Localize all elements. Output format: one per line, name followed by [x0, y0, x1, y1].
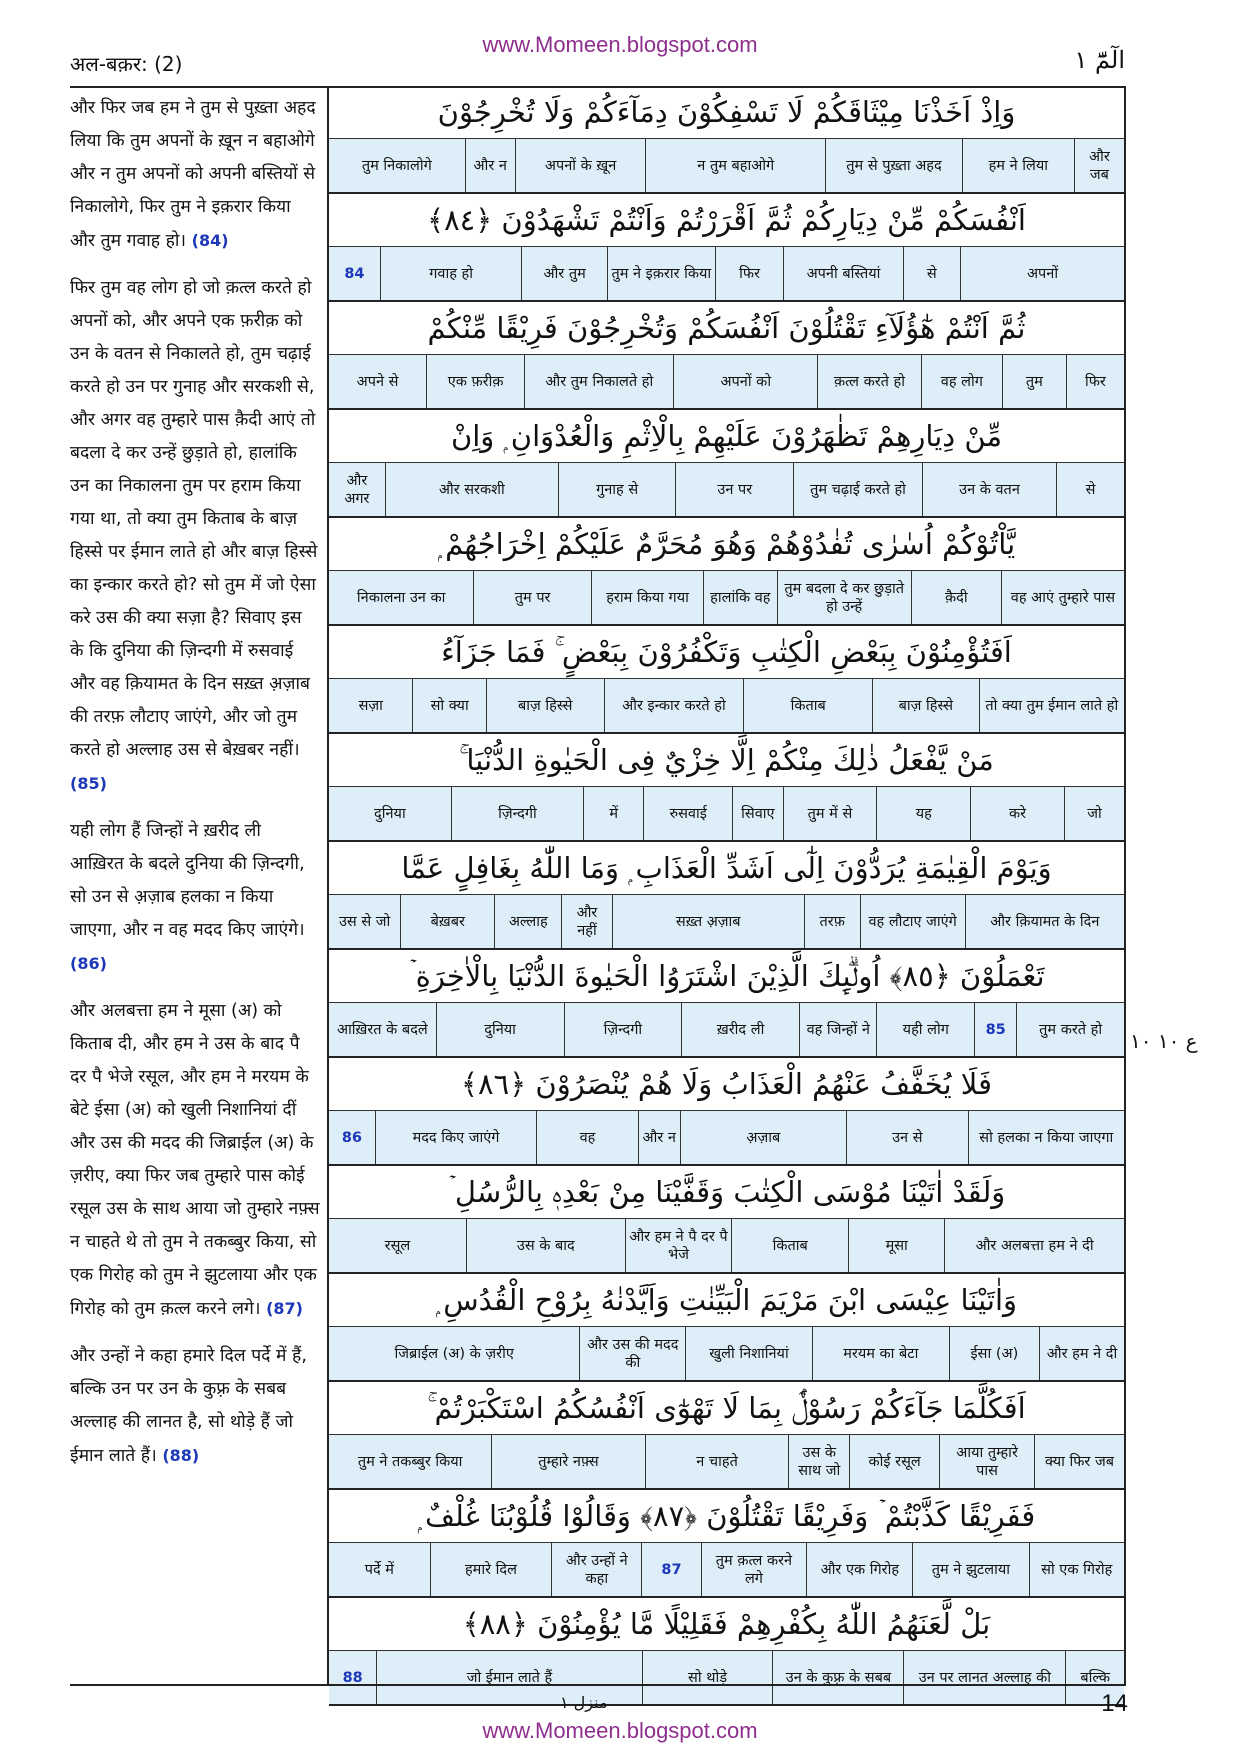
arabic-line: يَّاْتُوْكُمْ اُسٰرٰى تُفٰدُوْھُمْ وَھُوَ مُحَرَّمٌ عَلَيْكُمْ اِخْرَاجُهُمْ ۭ: [329, 518, 1124, 571]
word-meaning-cell: हराम किया गया: [591, 571, 703, 624]
word-meaning-cell: मरयम का बेटा: [812, 1327, 949, 1380]
arabic-line: اَفَتُؤْمِنُوْنَ بِبَعْضِ الْكِتٰبِ وَتَكْفُرُوْنَ بِبَعْضٍ ۚ فَمَا جَزَآءُ: [329, 626, 1124, 679]
translation-text: यही लोग हैं जिन्हों ने ख़रीद ली आख़िरत के बदले दुनिया की ज़िन्दगी, सो उन से अ़ज़ाब हलका न किया जाएगा, और न वह मदद किए जाएंगे।: [70, 821, 305, 940]
verse-number: (85): [70, 774, 107, 793]
verse-number-cell: 86: [341, 1129, 362, 1146]
word-meaning-row: [329, 787, 1124, 842]
word-meaning-cell: ख़रीद ली: [681, 1003, 799, 1056]
word-meaning-cell: तुम चढ़ाई करते हो: [793, 463, 922, 516]
word-meaning-cell: अल्लाह: [494, 895, 561, 948]
translation-paragraph: [70, 92, 320, 258]
word-meaning-cell: उस से जो: [338, 913, 391, 930]
word-meaning-cell: से: [1056, 463, 1124, 516]
arabic-line: فَلَا يُخَفَّفُ عَنْهُمُ الْعَذَابُ وَلَا هُمْ يُنْصَرُوْنَ ﴿٨٦﴾: [329, 1058, 1124, 1111]
word-meaning-cell: और हम ने पै दर पै भेजे: [625, 1219, 731, 1272]
arabic-line: مِّنْ دِيَارِهِمْ تَظٰهَرُوْنَ عَلَيْهِمْ بِالْاِثْمِ وَالْعُدْوَانِ ۭ وَاِنْ: [329, 410, 1124, 463]
word-meaning-cell: तुम: [1002, 355, 1066, 408]
word-meaning-cell: रुसवाई: [643, 787, 732, 840]
word-meaning-cell: और हम ने दी: [1039, 1327, 1124, 1380]
site-url-top[interactable]: www.Momeen.blogspot.com: [482, 32, 758, 57]
word-meaning-cell: दुनिया: [374, 805, 406, 822]
arabic-line: تَعْمَلُوْنَ ﴿٨٥﴾ اُولٰۗىِٕكَ الَّذِيْنَ اشْتَرَوُا الْحَيٰوةَ الدُّنْيَا بِالْاٰخِرَةِ ۡ: [329, 950, 1124, 1003]
arabic-line: مَنْ يَّفْعَلُ ذٰلِكَ مِنْكُمْ اِلَّا خِزْيٌ فِى الْحَيٰوةِ الدُّنْيَا ۚ: [329, 734, 1124, 787]
word-meaning-cell: पर्दे में: [364, 1561, 394, 1578]
word-meaning-cell: तुम ने तकब्बुर किया: [357, 1453, 463, 1470]
word-meaning-cell: अपने से: [356, 373, 399, 390]
surah-title: अल-बक़र: (2): [70, 52, 183, 76]
translation-paragraph: [70, 995, 320, 1326]
word-meaning-cell: उन पर लानत अल्लाह की: [903, 1651, 1065, 1704]
word-meaning-cell: निकालना उन का: [356, 589, 446, 606]
word-meaning-cell: क़त्ल करते हो: [817, 355, 921, 408]
word-meaning-cell: उन से: [846, 1111, 968, 1164]
word-meaning-cell: तुम ने इक़रार किया: [607, 247, 715, 300]
word-meaning-cell: दुनिया: [436, 1003, 564, 1056]
arabic-line: اَنْفُسَكُمْ مِّنْ دِيَارِكُمْ ثُمَّ اَقْرَرْتُمْ وَاَنْتُمْ تَشْهَدُوْنَ ﴿٨٤﴾: [329, 194, 1124, 247]
word-meaning-cell: किताब: [731, 1219, 848, 1272]
word-meaning-row: [329, 679, 1124, 734]
word-meaning-cell: में: [583, 787, 643, 840]
word-meaning-cell: बाज़ हिस्से: [872, 679, 979, 732]
word-meaning-cell: अपनी बस्तियां: [783, 247, 902, 300]
word-meaning-cell: वह लोग: [921, 355, 1002, 408]
word-meaning-cell: सो थोड़े: [642, 1651, 773, 1704]
word-meaning-cell: सज़ा: [358, 697, 383, 714]
word-meaning-cell: गवाह हो: [380, 247, 522, 300]
word-meaning-cell: तुम्हारे नफ़्स: [491, 1435, 644, 1488]
word-meaning-cell: खुली निशानियां: [685, 1327, 812, 1380]
word-meaning-cell: ईसा (अ): [949, 1327, 1039, 1380]
arabic-line: وَاِذْ اَخَذْنَا مِيْثَاقَكُمْ لَا تَسْفِكُوْنَ دِمَآءَكُمْ وَلَا تُخْرِجُوْنَ: [329, 86, 1124, 139]
bottom-rule: [70, 1684, 1125, 1686]
verse-number-cell: 88: [342, 1669, 363, 1686]
word-meaning-cell: से: [903, 247, 960, 300]
word-meaning-row: [329, 1543, 1124, 1598]
word-meaning-cell: करे: [970, 787, 1064, 840]
word-meaning-row: [329, 247, 1124, 302]
word-meaning-cell: उन पर: [675, 463, 793, 516]
word-meaning-cell: किताब: [743, 679, 872, 732]
word-meaning-cell: उन के वतन: [922, 463, 1056, 516]
arabic-line: بَلْ لَّعَنَهُمُ اللّٰهُ بِكُفْرِهِمْ فَقَلِيْلًا مَّا يُؤْمِنُوْنَ ﴿٨٨﴾: [329, 1598, 1124, 1651]
word-meaning-cell: तुम करते हो: [1016, 1003, 1124, 1056]
word-meaning-cell: बेख़बर: [400, 895, 494, 948]
word-meaning-cell: तुम से पुख़्ता अहद: [825, 139, 962, 192]
verse-number: (87): [266, 1299, 303, 1318]
word-meaning-cell: बाज़ हिस्से: [486, 679, 604, 732]
word-meaning-cell: और क़ियामत के दिन: [965, 895, 1124, 948]
word-meaning-cell: जो: [1064, 787, 1124, 840]
word-meaning-cell: और उन्हों ने कहा: [551, 1543, 641, 1596]
word-meaning-cell: वह लौटाए जाएंगे: [860, 895, 965, 948]
word-by-word-grid: [327, 86, 1126, 1686]
page-frame: [70, 86, 1125, 1686]
word-meaning-cell: वह आएं तुम्हारे पास: [1001, 571, 1124, 624]
word-meaning-cell: जो ईमान लाते हैं: [376, 1651, 641, 1704]
manzil-label: منزل ١: [560, 1693, 608, 1712]
word-meaning-cell: न तुम बहाओगे: [645, 139, 825, 192]
word-meaning-cell: बल्कि: [1065, 1651, 1124, 1704]
word-meaning-cell: सो क्या: [412, 679, 485, 732]
word-meaning-cell: उन के कुफ़्र के सबब: [772, 1651, 903, 1704]
word-meaning-cell: वह जिन्हों ने: [799, 1003, 876, 1056]
arabic-line: وَيَوْمَ الْقِيٰمَةِ يُرَدُّوْنَ اِلٰٓى اَشَدِّ الْعَذَابِ ۭ وَمَا اللّٰهُ بِغَافِلٍ عَمَّا: [329, 842, 1124, 895]
word-meaning-row: [329, 571, 1124, 626]
word-meaning-cell: उस के बाद: [466, 1219, 625, 1272]
word-meaning-cell: फिर: [715, 247, 784, 300]
word-meaning-cell: तुम ने झुटलाया: [912, 1543, 1028, 1596]
word-meaning-row: [329, 895, 1124, 950]
arabic-line: وَاٰتَيْنَا عِيْسَى ابْنَ مَرْيَمَ الْبَيِّنٰتِ وَاَيَّدْنٰهُ بِرُوْحِ الْقُدُسِ ۭ: [329, 1274, 1124, 1327]
translation-paragraph: [70, 272, 320, 801]
arabic-line: ثُمَّ اَنْتُمْ هٰٓؤُلَآءِ تَقْتُلُوْنَ اَنْفُسَكُمْ وَتُخْرِجُوْنَ فَرِيْقًا مِّنْكُمْ: [329, 302, 1124, 355]
word-meaning-cell: गुनाह से: [558, 463, 676, 516]
word-meaning-cell: यही लोग: [876, 1003, 974, 1056]
verse-number: (84): [191, 231, 229, 250]
word-meaning-cell: मदद किए जाएंगे: [375, 1111, 536, 1164]
word-meaning-cell: हमारे दिल: [430, 1543, 551, 1596]
word-meaning-cell: उस के साथ जो: [788, 1435, 849, 1488]
translation-column: [70, 92, 320, 1487]
word-meaning-cell: कोई रसूल: [849, 1435, 939, 1488]
translation-text: और उन्हों ने कहा हमारे दिल पर्दे में हैं, बल्कि उन पर उन के कुफ़्र के सबब अल्लाह की लानत है, सो थोड़े हैं जो ईमान लाते हैं।: [70, 1346, 307, 1466]
word-meaning-cell: यह: [876, 787, 970, 840]
word-meaning-cell: तुम में से: [783, 787, 877, 840]
word-meaning-cell: तरफ़: [804, 895, 860, 948]
word-meaning-row: [329, 1219, 1124, 1274]
word-meaning-cell: और इन्कार करते हो: [604, 679, 744, 732]
word-meaning-row: [329, 1111, 1124, 1166]
word-meaning-cell: हम ने लिया: [962, 139, 1074, 192]
arabic-line: اَفَكُلَّمَا جَآءَكُمْ رَسُوْلٌۢ بِمَا لَا تَهْوٰٓى اَنْفُسُكُمُ اسْتَكْبَرْتُمْ ۚ: [329, 1382, 1124, 1435]
translation-text: और अलबत्ता हम ने मूसा (अ) को किताब दी, और हम ने उस के बाद पै दर पै भेजे रसूल, और हम ने मरयम के बेटे ईसा (अ) को खुली निशानियां दीं और उस की मदद की जिब्राईल (अ) के ज़रीए, क्या फिर जब तुम्हारे पास कोई रसूल उस के साथ आया जो तुम्हारे नफ़्स न चाहते थे तो तुम ने तकब्बुर किया, सो एक गिरोह को तुम ने झुटलाया और एक गिरोह को तुम क़त्ल करने लगे।: [70, 1001, 320, 1319]
word-meaning-cell: अ़ज़ाब: [680, 1111, 846, 1164]
word-meaning-cell: तुम बदला दे कर छुड़ाते हो उन्हें: [777, 571, 911, 624]
word-meaning-cell: और अलबत्ता हम ने दी: [944, 1219, 1124, 1272]
translation-paragraph: [70, 815, 320, 981]
site-url-bottom[interactable]: www.Momeen.blogspot.com: [482, 1718, 758, 1743]
word-meaning-row: [329, 355, 1124, 410]
word-meaning-cell: तो क्या तुम ईमान लाते हो: [979, 679, 1124, 732]
translation-paragraph: [70, 1340, 320, 1473]
word-meaning-cell: सो एक गिरोह: [1029, 1543, 1124, 1596]
word-meaning-cell: ज़िन्दगी: [564, 1003, 682, 1056]
word-meaning-cell: वह: [536, 1111, 638, 1164]
word-meaning-cell: आख़िरत के बदले: [336, 1021, 428, 1038]
word-meaning-row: [329, 1435, 1124, 1490]
word-meaning-row: [329, 463, 1124, 518]
word-meaning-cell: रसूल: [384, 1237, 411, 1254]
word-meaning-cell: अपनों के ख़ून: [515, 139, 645, 192]
word-meaning-cell: तुम क़त्ल करने लगे: [701, 1543, 807, 1596]
word-meaning-cell: और एक गिरोह: [806, 1543, 912, 1596]
word-meaning-cell: एक फ़रीक़: [426, 355, 524, 408]
word-meaning-cell: सिवाए: [732, 787, 782, 840]
word-meaning-row: [329, 1651, 1124, 1706]
word-meaning-cell: ज़िन्दगी: [451, 787, 583, 840]
verse-number-cell: 84: [344, 265, 365, 282]
word-meaning-cell: क्या फिर जब: [1034, 1435, 1124, 1488]
word-meaning-cell: फिर: [1066, 355, 1124, 408]
ruku-mark: ع ١٠ ١٠: [1130, 1029, 1198, 1053]
translation-text: और फिर जब हम ने तुम से पुख़्ता अहद लिया कि तुम अपनों के ख़ून न बहाओगे और न तुम अपनों को अपनी बस्तियों से निकालोगे, फिर तुम ने इक़रार किया और तुम गवाह हो।: [70, 98, 316, 251]
word-meaning-cell: और तुम निकालते हो: [524, 355, 673, 408]
word-meaning-row: [329, 1003, 1124, 1058]
word-meaning-cell: अपनों को: [673, 355, 817, 408]
word-meaning-cell: जिब्राईल (अ) के ज़रीए: [394, 1345, 514, 1362]
verse-number-cell: 87: [641, 1543, 700, 1596]
word-meaning-cell: सख़्त अ़ज़ाब: [612, 895, 804, 948]
word-meaning-cell: और सरकशी: [385, 463, 558, 516]
word-meaning-cell: क़ैदी: [911, 571, 1001, 624]
word-meaning-row: [329, 1327, 1124, 1382]
word-meaning-row: [329, 139, 1124, 194]
word-meaning-cell: आया तुम्हारे पास: [939, 1435, 1034, 1488]
verse-number: (88): [162, 1446, 200, 1465]
word-meaning-cell: और नहीं: [561, 895, 612, 948]
word-meaning-cell: और जब: [1074, 139, 1124, 192]
word-meaning-cell: और अगर: [344, 472, 370, 507]
word-meaning-cell: और उस की मदद की: [579, 1327, 685, 1380]
word-meaning-cell: तुम पर: [473, 571, 591, 624]
arabic-line: فَفَرِيْقًا كَذَّبْتُمْ ۡ وَفَرِيْقًا تَقْتُلُوْنَ ﴿٨٧﴾ وَقَالُوْا قُلُوْبُنَا غُلْفٌ ۭ: [329, 1490, 1124, 1543]
word-meaning-cell: मूसा: [848, 1219, 944, 1272]
verse-number-cell: 85: [974, 1003, 1016, 1056]
page-number: 14: [1101, 1690, 1128, 1717]
word-meaning-cell: तुम निकालोगे: [361, 157, 432, 174]
juz-title: الٓمّٓ ١: [1074, 46, 1125, 74]
word-meaning-cell: और न: [638, 1111, 680, 1164]
word-meaning-cell: अपनों: [960, 247, 1124, 300]
translation-text: फिर तुम वह लोग हो जो क़त्ल करते हो अपनों को, और अपने एक फ़रीक़ को उन के वतन से निकालते हो, तुम चढ़ाई करते हो उन पर गुनाह और सरकशी से, और अगर वह तुम्हारे पास क़ैदी आएं तो बदला दे कर उन्हें छुड़ाते हो, हालांकि उन का निकालना तुम पर हराम किया गया था, तो क्या तुम किताब के बाज़ हिस्से पर ईमान लाते हो और बाज़ हिस्से का इन्कार करते हो? सो तुम में जो ऐसा करे उस की क्या सज़ा है? सिवाए इस के कि दुनिया की ज़िन्दगी में रुसवाई और वह क़ियामत के दिन सख़्त अ़ज़ाब की तरफ़ लौटाए जाएंगे, और जो तुम करते हो अल्लाह उस से बेख़बर नहीं।: [70, 278, 318, 760]
verse-number: (86): [70, 954, 107, 973]
word-meaning-cell: और न: [465, 139, 515, 192]
word-meaning-cell: सो हलका न किया जाएगा: [968, 1111, 1124, 1164]
word-meaning-cell: हालांकि वह: [703, 571, 776, 624]
arabic-line: وَلَقَدْ اٰتَيْنَا مُوْسَى الْكِتٰبَ وَقَفَّيْنَا مِنْ بَعْدِهٖ بِالرُّسُلِ ۡ: [329, 1166, 1124, 1219]
word-meaning-cell: और तुम: [521, 247, 606, 300]
word-meaning-cell: न चाहते: [645, 1435, 789, 1488]
